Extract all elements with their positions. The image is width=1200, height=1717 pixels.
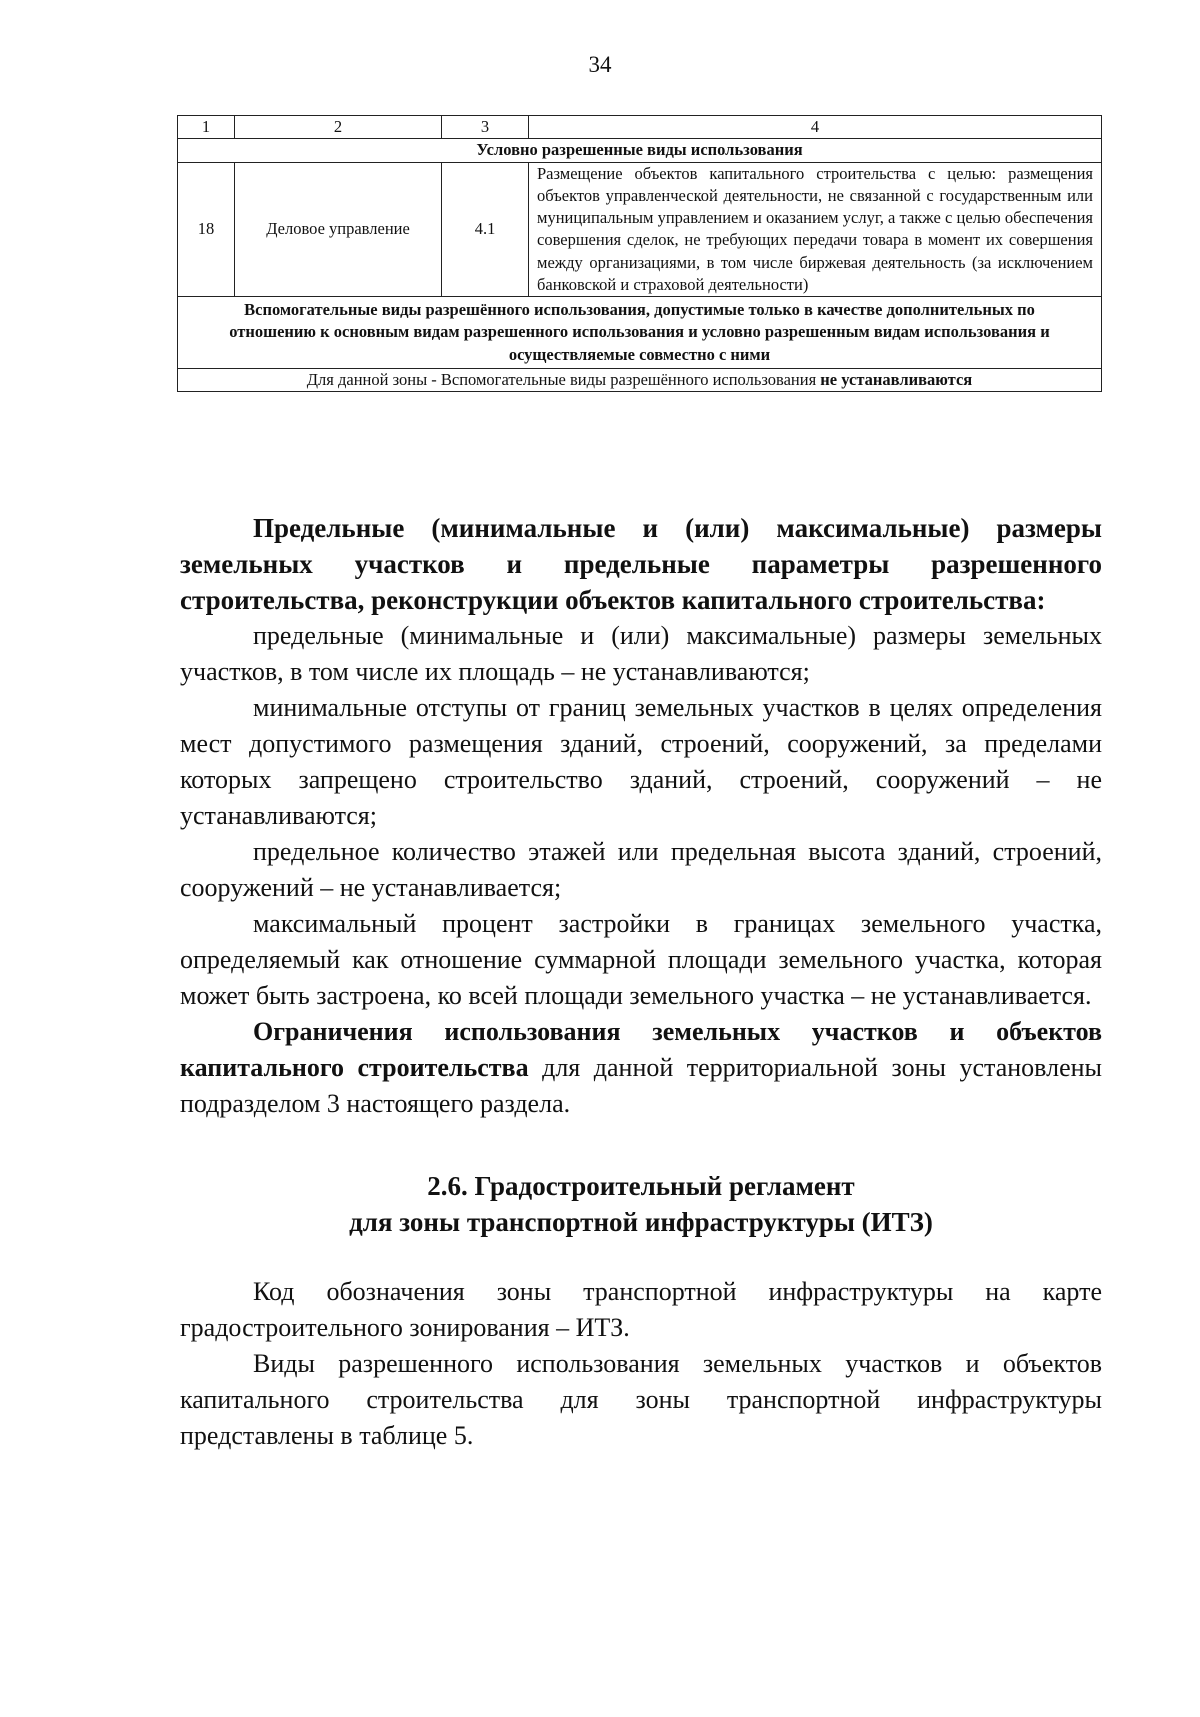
auxiliary-note (178, 368, 1102, 391)
land-use-table (177, 115, 1102, 392)
table-row (178, 162, 1102, 297)
use-type-name: Деловое управление (235, 162, 442, 297)
column-header: 4 (529, 116, 1102, 139)
use-type-code: 4.1 (442, 162, 529, 297)
section-title-auxiliary: Вспомогательные виды разрешённого использования, допустимые только в качестве дополнительных по отношению к основным видам разрешенного использования и условно разрешенным видам использования и осуществляемые совместно с ними (178, 297, 1102, 369)
paragraph-plot-sizes: предельные (минимальные и (или) максимальные) размеры земельных участков, в том числе их площадь – не устанавливаются; (180, 621, 1102, 686)
note-row (178, 368, 1102, 391)
paragraph-floors: предельное количество этажей или предельная высота зданий, строений, сооружений – не устанавливается; (180, 837, 1102, 902)
paragraph-setbacks: минимальные отступы от границ земельных участков в целях определения мест допустимого размещения зданий, строений, сооружений, за пределами которых запрещено строительство зданий, строений, сооружений – не устанавливаются; (180, 693, 1102, 830)
section-row-auxiliary (178, 297, 1102, 369)
column-header: 1 (178, 116, 235, 139)
restrictions-bold: Ограничения использования земельных участков и объектов капитального строительства (180, 1017, 1102, 1082)
use-type-description: Размещение объектов капитального строительства с целью: размещения объектов управленческой деятельности, не связанной с государственным или муниципальным управлением и оказанием услуг, а также с целью обеспечения совершения сделок, не требующих передачи товара в момент их совершения между организациями, в том числе биржевая деятельность (за исключением банковской и страховой деятельности) (529, 162, 1102, 297)
note-prefix: Для данной зоны - Вспомогательные виды разрешённого использования (306, 369, 821, 389)
row-number: 18 (178, 162, 235, 297)
section-title-conditional: Условно разрешенные виды использования (178, 139, 1102, 162)
restrictions-rest: для данной территориальной зоны установлены подразделом 3 настоящего раздела. (180, 1053, 1102, 1118)
section-title (180, 1168, 1102, 1240)
paragraph-zone-code: Код обозначения зоны транспортной инфраструктуры на карте градостроительного зонирования – ИТЗ. (180, 1277, 1102, 1342)
column-header: 3 (442, 116, 529, 139)
page-number: 34 (588, 52, 612, 77)
section-row-conditional (178, 139, 1102, 162)
section-title-line2: для зоны транспортной инфраструктуры (ИТЗ) (349, 1207, 933, 1237)
note-bold: не устанавливаются (820, 369, 973, 389)
table-header-row (178, 116, 1102, 139)
paragraph-restrictions (180, 1014, 1102, 1122)
parameters-heading: Предельные (минимальные и (или) максимальные) размеры земельных участков и предельные параметры разрешенного строительства, реконструкции объектов капитального строительства: (180, 513, 1102, 615)
section-title-line1: 2.6. Градостроительный регламент (427, 1171, 855, 1201)
column-header: 2 (235, 116, 442, 139)
document-body (180, 510, 1102, 1454)
paragraph-coverage: максимальный процент застройки в границах земельного участка, определяемый как отношение суммарной площади земельного участка, которая может быть застроена, ко всей площади земельного участка – не устанавливается. (180, 909, 1102, 1010)
paragraph-table-reference: Виды разрешенного использования земельных участков и объектов капитального строительства для зоны транспортной инфраструктуры представлены в таблице 5. (180, 1349, 1102, 1450)
